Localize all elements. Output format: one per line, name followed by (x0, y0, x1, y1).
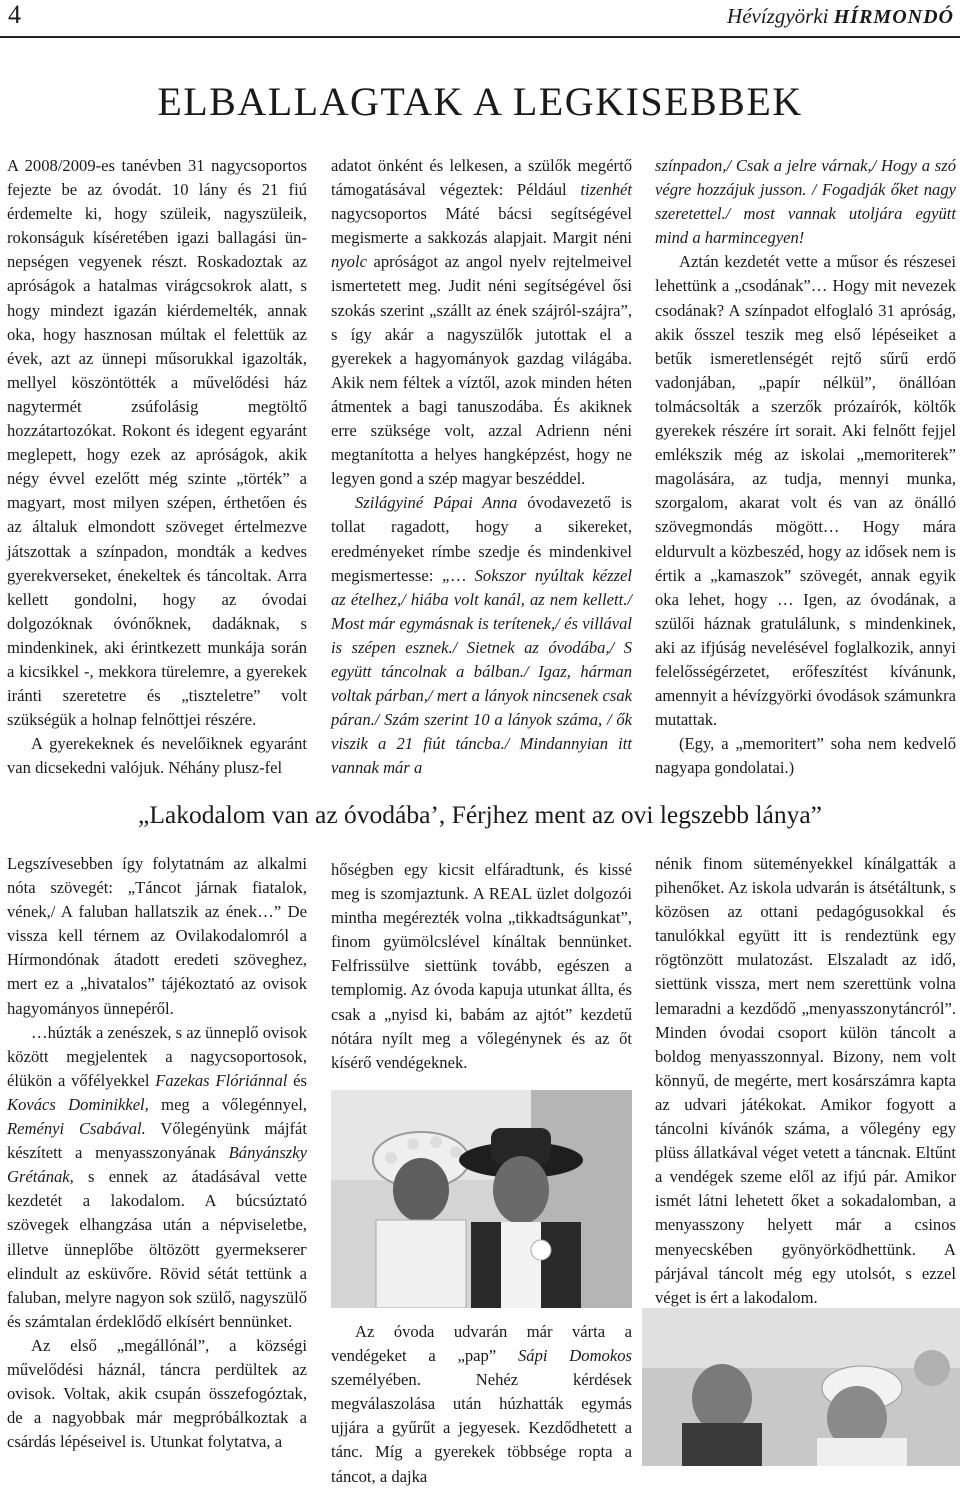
paragraph: nénik finom süteményekkel kínálgatták a pihenőket. Az iskola udvarán is átsétáltunk, s közösen az ottani pedagógusokkal és tanulókkal együtt itt is rendeztünk egy rögtönzött mulatozást. Elszaladt az idő, siettünk vissza, mert nem szerettünk volna lemaradni a kezdődő „menyasszonytáncról”. Minden óvodai csoport külön táncolt a boldog menyasszonnyal. Bizony, nem volt könnyű, de megérte, mert kosárszámra kapta az udvari játékokat. Amikor fogyott a táncolni kívánók száma, a vőlegény egy plüss állatkával véget vetett a táncnak. Eltűnt a vendégek szeme elől az ifjú pár. Amikor ismét látni lehetett őket a sokadalomban, a menyasszony helyett már a csinos menyecskében gyönyörködhettünk. A párjával táncolt még egy utolsót, s ezzel véget is ért a lakodalom. (655, 854, 956, 1307)
article2-column-2-bottom (331, 1320, 632, 1489)
folk-costume-children-image (331, 1090, 632, 1308)
masthead (727, 4, 954, 29)
publication-name: Hévízgyörki (727, 4, 829, 28)
paragraph: Szilágyiné Pápai Anna óvodavezető is tollat ragadott, hogy a sikereket, eredményeket rímbe szedje és mindenkivel megismertesse: „… Sokszor nyúltak kézzel az ételhez,/ hiába volt kanál, az nem kellett./ Most már egymásnak is terítenek,/ és villával is szépen esznek./ Sietnek az óvodába,/ S együtt táncolnak a bálban./ Igaz, hárman voltak párban,/ mert a lányok nincsenek csak páran./ Szám szerint 10 a lányok száma, / ők viszik a 21 fiút táncba./ Mindannyian itt vannak már a (331, 493, 632, 778)
article1-column-2 (331, 154, 632, 780)
article2-column-1 (7, 852, 307, 1454)
article2-column-3 (655, 852, 956, 1310)
paragraph: …húzták a zenészek, s az ünneplő ovisok között megjelentek a nagycsoportosok, élükön a vőfélyekkel Fazekas Flóriánnal és Kovács Dominikkel, meg a vőlegénnyel, Reményi Csabával. Vőlegényünk májfát készített a menyasszonyának Bányánszky Grétának, s ennek az átadásával vette kezdetét a lakodalom. A búcsúztató szövegek elhangzása után a népviseletbe, illetve ünneplőbe öltözött gyermekserег elindult az esküvőre. Rövid sétát tettünk a faluban, melyre nagyon sok szülő, nagyszülő és számtalan érdeklődő elkísért bennünket. (7, 1022, 308, 1331)
article1-column-3 (655, 154, 956, 780)
article2-column-2 (331, 858, 632, 1075)
page-number: 4 (8, 0, 21, 29)
paragraph: Az óvoda udvarán már várta a vendégeket a „pap” Sápi Domokos személyében. Nehéz kérdések megválaszolása után húzhatták egymás ujjára a gyűrűt a jegyesek. Kezdődhetett a tánc. Míg a gyerekek többsége ropta a táncot, a dajka (331, 1322, 632, 1486)
paragraph: Aztán kezdetét vette a műsor és részesei lehettünk a „csodának”… Hogy mit nevezek csodának? A színpadot elfoglaló 31 apróság, akik ősszel teszik meg első lépéseiket a betűk ismeretlenségét rejtő sűrű erdő vadonjában, „papír nélkül”, önállóan tolmácsolták a szerzők prózaírók, költők gyerekek részére írt sorait. Aki felnőtt fejjel emlékszik még az iskolai „memoriterek” magolására, az tudja, mennyi munka, szorgalom, akarat volt és van az önálló szövegmondás mögött… Hogy mára eldurvult a közbeszéd, hogy az idősek nem is értik a „kamaszok” szövegét, annak egyik oka lehet, hogy … Igen, az óvodának, a szülői háznak gratulálunk, s mindenkinek, aki az ifjúság nevelésével foglalkozik, annyi felelősségérzetet, erőfeszítést kívánunk, amennyit a hévízgyörki óvodások számunkra mutattak. (655, 252, 956, 730)
paragraph: A gyerekeknek és nevelőiknek egyaránt van dicsekedni valójuk. Néhány plusz-fel (7, 734, 307, 778)
paragraph: Legszívesebben így folytatnám az alkalmi nóta szövegét: „Táncot járnak fiatalok, vének,/ A faluban hallatszik az ének…” De vissza kell térnem az Ovilakodalomról a Hírmondónak átadott eredeti szöveghez, mert ez a „hivatalos” tájékoztató az ovisok hagyományos ünnepéről. (7, 854, 307, 1018)
header-rule (0, 36, 960, 38)
publication-brand: HÍRMONDÓ (833, 6, 954, 28)
paragraph: Az első „megállónál”, a községi művelődési háznál, táncra perdültek az ovisok. Voltak, akik csupán összefogóztak, de a nagyobbak már megpróbálkoztak a csárdás lépéseivel is. Utunkat folytatva, a (7, 1335, 307, 1452)
paragraph: hőségben egy kicsit elfáradtunk, és kissé meg is szomjaztunk. A REAL üzlet dolgozói mintha megérezték volna „tikkadtságunkat”, finom gyümölcslével kínáltak bennünket. Felfrissülve siettünk tovább, egészen a templomig. Az óvoda kapuja utunkat állta, és csak a „nyisd ki, babám az ajtót” kezdetű nótára nyílt meg a vőlegénynek és az őt kísérő vendégeknek. (331, 860, 632, 1072)
children-photo (331, 1090, 632, 1308)
paragraph: színpadon,/ Csak a jelre várnak,/ Hogy a szó végre hozzájuk jusson. / Fogadják őket nagy szeretettel./ most vannak utoljára együtt mind a harmincegyen! (655, 156, 956, 248)
dancing-children-image (642, 1308, 960, 1466)
article-title: ELBALLAGTAK A LEGKISEBBEK (157, 79, 803, 124)
dancing-photo (642, 1308, 960, 1466)
paragraph: adatot önként és lelkesen, a szülők megértő támogatásával végeztek: Például tizenhét nagycsoportos Máté bácsi segítségével megismerte a sakkozás alapjait. Margit néni nyolc apróságot az angol nyelv rejtelmeivel ismertetett meg. Judit néni segítségével ősi szokás szerint „szállt az ének szájról-szájra”, s így akár a nagyszülők jutottak el a gyerekek a hagyományok gazdag világába. Akik nem féltek a víztől, azok minden héten átmentek a bagi tanuszodába. És akiknek erre szüksége volt, azzal Adrienn néni megtanította a helyes hangképzést, hogy ne legyen gond a szép magyar beszéddel. (331, 156, 632, 489)
article1-column-1 (7, 154, 307, 780)
page-header (0, 0, 960, 36)
paragraph: A 2008/2009-es tanévben 31 nagycsoportos fejezte be az óvodát. 10 lány és 21 fiú érdemelte ki, hogy szüleik, nagyszüleik, rokonságuk kíséretében igazi ballagási ünnepségen vegyenek részt. Roskadoztak az apróságok a hatalmas virágcsokrok alatt, s hogy mindezt igazán kiérdemelték, annak oka, hogy hasznosan múltak el felettük az évek, azt az ünnepi műsorukkal igazolták, mellyel köszöntötték a művelődési ház nagytermét zsúfolásig megtöltő hozzátartozókat. Rokont és idegent egyaránt meglepett, hogy ezek az apróságok, akik négy évvel ezelőtt még szinte „törték” a magyart, most milyen szépen, érthetően és az általuk elmondott szöveget értelmezve játszottak a színpadon, mondták a kedves gyerekverseket, énekeltek és táncoltak. Arra kellett gondolni, hogy az óvodai dolgozóknak óvónőknek, dadáknak, s mindenkinek, aki érintkezett munkája során a kicsikkel -, mekkora türelemre, a gyerekek iránti szeretetre és „tiszteletre” volt szükségük a holnap felnőttjei részére. (7, 156, 307, 730)
article-subtitle: „Lakodalom van az óvodába’, Férjhez ment az ovi legszebb lánya” (138, 800, 822, 829)
paragraph: (Egy, a „memoritert” soha nem kedvelő nagyapa gondolatai.) (655, 734, 956, 778)
